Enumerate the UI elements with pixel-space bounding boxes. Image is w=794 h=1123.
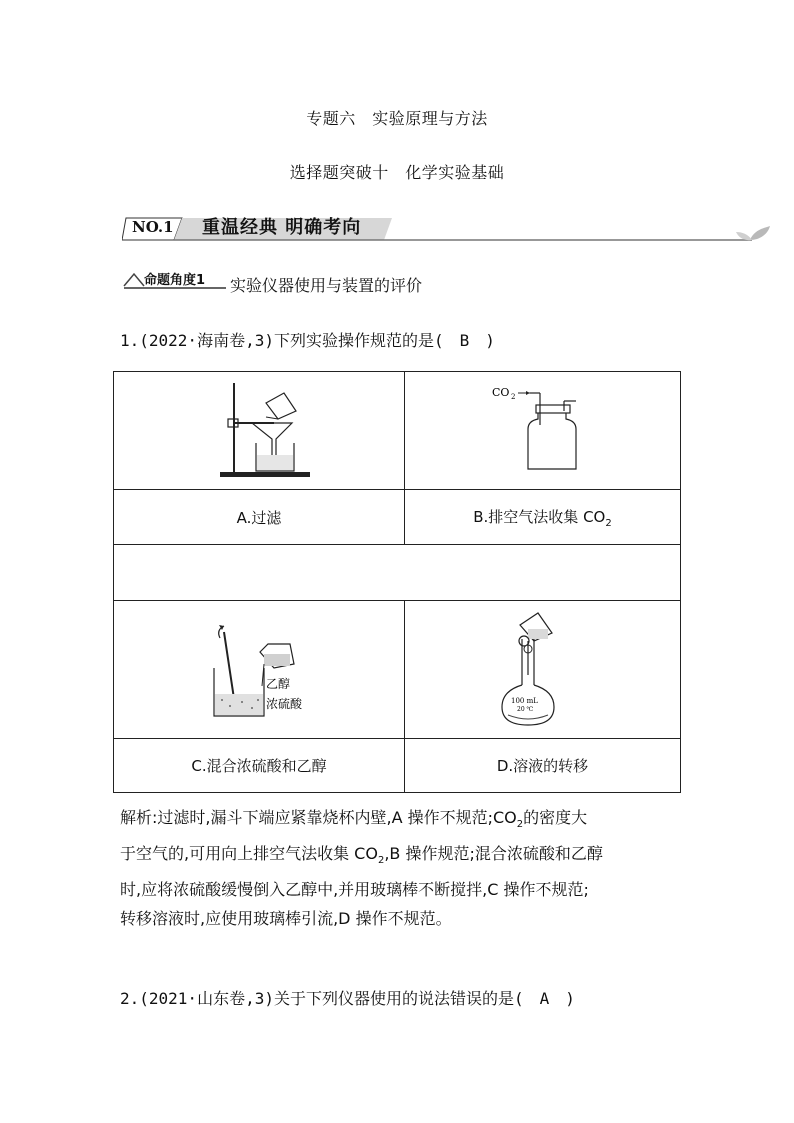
figure-d-cell — [405, 601, 681, 739]
figure-c-cell — [114, 601, 405, 739]
flask-temp-label: 20 ℃ — [516, 705, 533, 713]
figure-a-cell — [114, 372, 405, 490]
analysis-block — [120, 803, 685, 933]
volumetric-flask-icon — [498, 605, 588, 731]
analysis-line-3: 时,应将浓硫酸缓慢倒入乙醇中,并用玻璃棒不断搅拌,C 操作不规范; — [120, 880, 589, 900]
acid-label: 浓硫酸 — [266, 696, 303, 711]
banner-title: 重温经典 明确考向 — [202, 217, 362, 238]
filtration-apparatus-icon — [204, 373, 314, 485]
analysis-line-1-a: 解析:过滤时,漏斗下端应紧靠烧杯内壁,A 操作不规范;CO — [120, 808, 517, 827]
co2-subscript: 2 — [510, 392, 515, 401]
co2-label: CO — [491, 385, 509, 399]
option-d: D.溶液的转移 — [405, 739, 681, 793]
question-1-stem: 1.(2022·海南卷,3)下列实验操作规范的是( B ) — [120, 331, 495, 350]
analysis-line-1-sub: 2 — [516, 819, 524, 831]
options-table — [113, 371, 681, 793]
gas-collection-bottle-icon — [478, 379, 608, 479]
option-b-text: B.排空气法收集 CO — [473, 507, 606, 526]
section-banner — [122, 212, 772, 242]
banner-number: NO.1 — [132, 218, 174, 236]
ethanol-label: 乙醇 — [266, 676, 291, 691]
angle-label: 命题角度1 — [144, 273, 206, 288]
analysis-line-1-b: 的密度大 — [523, 808, 588, 827]
analysis-line-1 — [120, 803, 685, 839]
option-c: C.混合浓硫酸和乙醇 — [114, 739, 405, 793]
analysis-line-2-a: 于空气的,可用向上排空气法收集 CO — [120, 844, 378, 864]
option-b — [405, 490, 681, 545]
analysis-line-2-b: ,B 操作规范;混合浓硫酸和乙醇 — [384, 844, 603, 864]
flask-volume-label: 100 mL — [510, 696, 538, 705]
section-title: 选择题突破十 化学实验基础 — [289, 163, 505, 182]
leaf-icon — [750, 226, 770, 240]
question-2-stem: 2.(2021·山东卷,3)关于下列仪器使用的说法错误的是( A ) — [120, 989, 575, 1008]
blank-row — [114, 545, 681, 601]
analysis-line-4: 转移溶液时,应使用玻璃棒引流,D 操作不规范。 — [120, 909, 452, 929]
angle-text: 实验仪器使用与装置的评价 — [230, 276, 423, 295]
option-b-subscript: 2 — [605, 517, 612, 529]
analysis-line-2 — [120, 839, 685, 875]
analysis-line-2-sub: 2 — [377, 855, 385, 867]
option-a: A.过滤 — [114, 490, 405, 545]
topic-title: 专题六 实验原理与方法 — [306, 109, 488, 128]
figure-b-cell — [405, 372, 681, 490]
mixing-acid-ethanol-icon — [194, 608, 324, 728]
